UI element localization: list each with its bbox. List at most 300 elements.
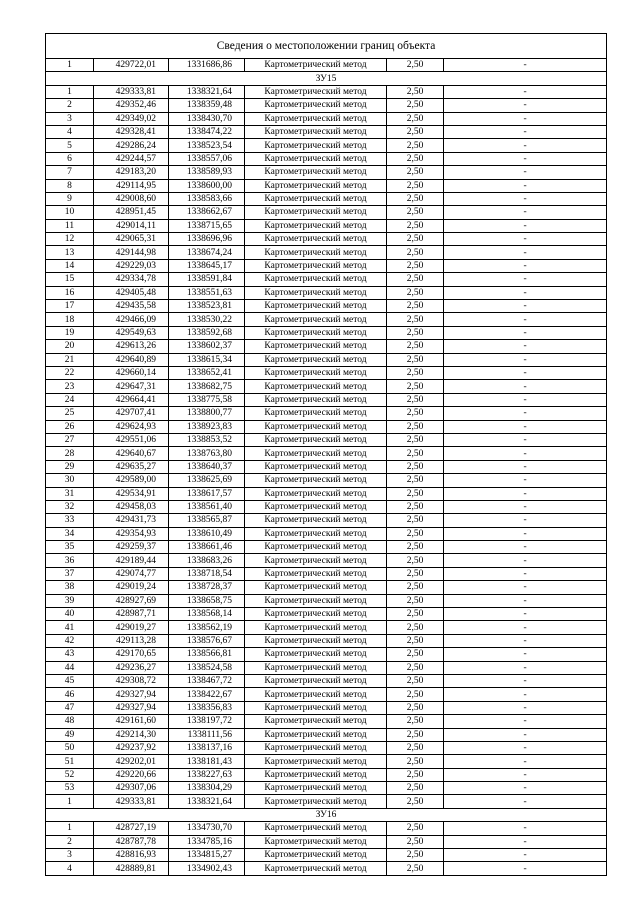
note: - xyxy=(444,768,607,781)
note: - xyxy=(444,701,607,714)
table-row xyxy=(46,259,607,272)
note: - xyxy=(444,112,607,125)
note: - xyxy=(444,286,607,299)
x-coordinate: 429327,94 xyxy=(94,701,169,714)
method: Картометрический метод xyxy=(245,326,387,339)
point-number: 8 xyxy=(46,179,94,192)
method: Картометрический метод xyxy=(245,85,387,98)
method: Картометрический метод xyxy=(245,447,387,460)
method: Картометрический метод xyxy=(245,139,387,152)
table-row xyxy=(46,433,607,446)
accuracy: 2,50 xyxy=(387,447,444,460)
y-coordinate: 1338617,57 xyxy=(169,487,245,500)
point-number: 28 xyxy=(46,447,94,460)
table-row xyxy=(46,166,607,179)
y-coordinate: 1338589,93 xyxy=(169,166,245,179)
note: - xyxy=(444,835,607,848)
table-row xyxy=(46,634,607,647)
x-coordinate: 429405,48 xyxy=(94,286,169,299)
accuracy: 2,50 xyxy=(387,125,444,138)
method: Картометрический метод xyxy=(245,768,387,781)
note: - xyxy=(444,581,607,594)
table-row xyxy=(46,581,607,594)
x-coordinate: 429008,60 xyxy=(94,192,169,205)
table-row xyxy=(46,728,607,741)
x-coordinate: 429019,27 xyxy=(94,621,169,634)
x-coordinate: 429647,31 xyxy=(94,380,169,393)
y-coordinate: 1338662,67 xyxy=(169,206,245,219)
table-row xyxy=(46,849,607,862)
point-number: 11 xyxy=(46,219,94,232)
note: - xyxy=(444,514,607,527)
table-row xyxy=(46,246,607,259)
accuracy: 2,50 xyxy=(387,273,444,286)
x-coordinate: 429551,06 xyxy=(94,433,169,446)
accuracy: 2,50 xyxy=(387,741,444,754)
x-coordinate: 429431,73 xyxy=(94,514,169,527)
point-number: 17 xyxy=(46,300,94,313)
accuracy: 2,50 xyxy=(387,407,444,420)
method: Картометрический метод xyxy=(245,420,387,433)
x-coordinate: 429202,01 xyxy=(94,755,169,768)
note: - xyxy=(444,567,607,580)
y-coordinate: 1338523,81 xyxy=(169,300,245,313)
point-number: 14 xyxy=(46,259,94,272)
accuracy: 2,50 xyxy=(387,514,444,527)
accuracy: 2,50 xyxy=(387,300,444,313)
point-number: 52 xyxy=(46,768,94,781)
point-number: 13 xyxy=(46,246,94,259)
accuracy: 2,50 xyxy=(387,728,444,741)
method: Картометрический метод xyxy=(245,621,387,634)
note: - xyxy=(444,139,607,152)
method: Картометрический метод xyxy=(245,259,387,272)
y-coordinate: 1338615,34 xyxy=(169,353,245,366)
table-row xyxy=(46,701,607,714)
accuracy: 2,50 xyxy=(387,795,444,808)
x-coordinate: 429640,67 xyxy=(94,447,169,460)
y-coordinate: 1338181,43 xyxy=(169,755,245,768)
y-coordinate: 1338763,80 xyxy=(169,447,245,460)
x-coordinate: 428987,71 xyxy=(94,608,169,621)
table-row xyxy=(46,99,607,112)
x-coordinate: 429722,01 xyxy=(94,59,169,72)
y-coordinate: 1338853,52 xyxy=(169,433,245,446)
method: Картометрический метод xyxy=(245,554,387,567)
x-coordinate: 429307,06 xyxy=(94,782,169,795)
y-coordinate: 1338523,54 xyxy=(169,139,245,152)
point-number: 31 xyxy=(46,487,94,500)
note: - xyxy=(444,85,607,98)
x-coordinate: 428787,78 xyxy=(94,835,169,848)
method: Картометрический метод xyxy=(245,99,387,112)
note: - xyxy=(444,125,607,138)
note: - xyxy=(444,487,607,500)
y-coordinate: 1338728,37 xyxy=(169,581,245,594)
y-coordinate: 1334902,43 xyxy=(169,862,245,875)
point-number: 29 xyxy=(46,460,94,473)
method: Картометрический метод xyxy=(245,206,387,219)
table-row xyxy=(46,594,607,607)
method: Картометрический метод xyxy=(245,300,387,313)
note: - xyxy=(444,554,607,567)
accuracy: 2,50 xyxy=(387,286,444,299)
method: Картометрический метод xyxy=(245,59,387,72)
point-number: 18 xyxy=(46,313,94,326)
x-coordinate: 429660,14 xyxy=(94,366,169,379)
method: Картометрический метод xyxy=(245,541,387,554)
point-number: 44 xyxy=(46,661,94,674)
note: - xyxy=(444,795,607,808)
y-coordinate: 1338800,77 xyxy=(169,407,245,420)
x-coordinate: 429237,92 xyxy=(94,741,169,754)
x-coordinate: 428927,69 xyxy=(94,594,169,607)
point-number: 35 xyxy=(46,541,94,554)
note: - xyxy=(444,393,607,406)
y-coordinate: 1338321,64 xyxy=(169,85,245,98)
table-title: Сведения о местоположении границ объекта xyxy=(46,34,607,59)
note: - xyxy=(444,849,607,862)
method: Картометрический метод xyxy=(245,594,387,607)
point-number: 32 xyxy=(46,500,94,513)
table-row xyxy=(46,661,607,674)
y-coordinate: 1338474,22 xyxy=(169,125,245,138)
method: Картометрический метод xyxy=(245,125,387,138)
table-row xyxy=(46,206,607,219)
accuracy: 2,50 xyxy=(387,353,444,366)
table-row xyxy=(46,862,607,875)
table-row xyxy=(46,567,607,580)
note: - xyxy=(444,715,607,728)
table-row xyxy=(46,59,607,72)
point-number: 2 xyxy=(46,835,94,848)
accuracy: 2,50 xyxy=(387,246,444,259)
accuracy: 2,50 xyxy=(387,393,444,406)
note: - xyxy=(444,152,607,165)
x-coordinate: 429236,27 xyxy=(94,661,169,674)
x-coordinate: 429534,91 xyxy=(94,487,169,500)
point-number: 1 xyxy=(46,795,94,808)
method: Картометрический метод xyxy=(245,835,387,848)
x-coordinate: 428889,81 xyxy=(94,862,169,875)
point-number: 42 xyxy=(46,634,94,647)
table-row xyxy=(46,514,607,527)
accuracy: 2,50 xyxy=(387,527,444,540)
table-row xyxy=(46,152,607,165)
accuracy: 2,50 xyxy=(387,634,444,647)
accuracy: 2,50 xyxy=(387,326,444,339)
note: - xyxy=(444,353,607,366)
x-coordinate: 429065,31 xyxy=(94,233,169,246)
y-coordinate: 1338356,83 xyxy=(169,701,245,714)
point-number: 51 xyxy=(46,755,94,768)
point-number: 3 xyxy=(46,849,94,862)
method: Картометрический метод xyxy=(245,393,387,406)
note: - xyxy=(444,594,607,607)
y-coordinate: 1338422,67 xyxy=(169,688,245,701)
y-coordinate: 1338600,00 xyxy=(169,179,245,192)
note: - xyxy=(444,474,607,487)
point-number: 2 xyxy=(46,99,94,112)
point-number: 22 xyxy=(46,366,94,379)
accuracy: 2,50 xyxy=(387,581,444,594)
y-coordinate: 1338775,58 xyxy=(169,393,245,406)
method: Картометрический метод xyxy=(245,286,387,299)
note: - xyxy=(444,782,607,795)
accuracy: 2,50 xyxy=(387,567,444,580)
table-row xyxy=(46,326,607,339)
note: - xyxy=(444,447,607,460)
accuracy: 2,50 xyxy=(387,594,444,607)
y-coordinate: 1334730,70 xyxy=(169,822,245,835)
note: - xyxy=(444,233,607,246)
x-coordinate: 429635,27 xyxy=(94,460,169,473)
point-number: 15 xyxy=(46,273,94,286)
x-coordinate: 429466,09 xyxy=(94,313,169,326)
note: - xyxy=(444,366,607,379)
note: - xyxy=(444,608,607,621)
y-coordinate: 1338576,67 xyxy=(169,634,245,647)
y-coordinate: 1338430,70 xyxy=(169,112,245,125)
x-coordinate: 429352,46 xyxy=(94,99,169,112)
y-coordinate: 1338674,24 xyxy=(169,246,245,259)
x-coordinate: 429214,30 xyxy=(94,728,169,741)
method: Картометрический метод xyxy=(245,648,387,661)
table-row xyxy=(46,648,607,661)
y-coordinate: 1338645,17 xyxy=(169,259,245,272)
method: Картометрический метод xyxy=(245,715,387,728)
note: - xyxy=(444,755,607,768)
accuracy: 2,50 xyxy=(387,112,444,125)
point-number: 38 xyxy=(46,581,94,594)
accuracy: 2,50 xyxy=(387,233,444,246)
x-coordinate: 429707,41 xyxy=(94,407,169,420)
section-row xyxy=(46,808,607,821)
point-number: 16 xyxy=(46,286,94,299)
point-number: 30 xyxy=(46,474,94,487)
x-coordinate: 429244,57 xyxy=(94,152,169,165)
note: - xyxy=(444,460,607,473)
note: - xyxy=(444,246,607,259)
table-row xyxy=(46,688,607,701)
point-number: 49 xyxy=(46,728,94,741)
y-coordinate: 1331686,86 xyxy=(169,59,245,72)
x-coordinate: 429664,41 xyxy=(94,393,169,406)
accuracy: 2,50 xyxy=(387,715,444,728)
note: - xyxy=(444,741,607,754)
note: - xyxy=(444,380,607,393)
point-number: 12 xyxy=(46,233,94,246)
accuracy: 2,50 xyxy=(387,862,444,875)
table-row xyxy=(46,474,607,487)
point-number: 23 xyxy=(46,380,94,393)
section-row xyxy=(46,72,607,85)
y-coordinate: 1338111,56 xyxy=(169,728,245,741)
table-row xyxy=(46,366,607,379)
y-coordinate: 1338661,46 xyxy=(169,541,245,554)
method: Картометрический метод xyxy=(245,567,387,580)
y-coordinate: 1338591,84 xyxy=(169,273,245,286)
x-coordinate: 429113,28 xyxy=(94,634,169,647)
y-coordinate: 1338602,37 xyxy=(169,340,245,353)
note: - xyxy=(444,259,607,272)
method: Картометрический метод xyxy=(245,460,387,473)
accuracy: 2,50 xyxy=(387,152,444,165)
accuracy: 2,50 xyxy=(387,366,444,379)
accuracy: 2,50 xyxy=(387,849,444,862)
x-coordinate: 429327,94 xyxy=(94,688,169,701)
accuracy: 2,50 xyxy=(387,621,444,634)
note: - xyxy=(444,822,607,835)
note: - xyxy=(444,300,607,313)
y-coordinate: 1338696,96 xyxy=(169,233,245,246)
table-row xyxy=(46,125,607,138)
method: Картометрический метод xyxy=(245,728,387,741)
method: Картометрический метод xyxy=(245,608,387,621)
y-coordinate: 1338652,41 xyxy=(169,366,245,379)
y-coordinate: 1338551,63 xyxy=(169,286,245,299)
method: Картометрический метод xyxy=(245,233,387,246)
x-coordinate: 429259,37 xyxy=(94,541,169,554)
accuracy: 2,50 xyxy=(387,99,444,112)
y-coordinate: 1338524,58 xyxy=(169,661,245,674)
note: - xyxy=(444,648,607,661)
method: Картометрический метод xyxy=(245,366,387,379)
point-number: 33 xyxy=(46,514,94,527)
note: - xyxy=(444,166,607,179)
method: Картометрический метод xyxy=(245,741,387,754)
y-coordinate: 1338640,37 xyxy=(169,460,245,473)
table-row xyxy=(46,313,607,326)
accuracy: 2,50 xyxy=(387,460,444,473)
accuracy: 2,50 xyxy=(387,474,444,487)
method: Картометрический метод xyxy=(245,353,387,366)
method: Картометрический метод xyxy=(245,313,387,326)
table-row xyxy=(46,139,607,152)
point-number: 53 xyxy=(46,782,94,795)
method: Картометрический метод xyxy=(245,795,387,808)
x-coordinate: 429286,24 xyxy=(94,139,169,152)
method: Картометрический метод xyxy=(245,674,387,687)
point-number: 6 xyxy=(46,152,94,165)
point-number: 47 xyxy=(46,701,94,714)
y-coordinate: 1338923,83 xyxy=(169,420,245,433)
note: - xyxy=(444,621,607,634)
y-coordinate: 1338625,69 xyxy=(169,474,245,487)
accuracy: 2,50 xyxy=(387,688,444,701)
boundary-table xyxy=(45,33,607,876)
x-coordinate: 429183,20 xyxy=(94,166,169,179)
table-row xyxy=(46,393,607,406)
method: Картометрический метод xyxy=(245,634,387,647)
table-row xyxy=(46,219,607,232)
table-row xyxy=(46,420,607,433)
x-coordinate: 429354,93 xyxy=(94,527,169,540)
point-number: 43 xyxy=(46,648,94,661)
point-number: 5 xyxy=(46,139,94,152)
x-coordinate: 429189,44 xyxy=(94,554,169,567)
note: - xyxy=(444,433,607,446)
method: Картометрический метод xyxy=(245,487,387,500)
x-coordinate: 429170,65 xyxy=(94,648,169,661)
point-number: 41 xyxy=(46,621,94,634)
method: Картометрический метод xyxy=(245,474,387,487)
table-body xyxy=(46,34,607,876)
point-number: 40 xyxy=(46,608,94,621)
method: Картометрический метод xyxy=(245,822,387,835)
x-coordinate: 429328,41 xyxy=(94,125,169,138)
point-number: 36 xyxy=(46,554,94,567)
accuracy: 2,50 xyxy=(387,420,444,433)
note: - xyxy=(444,420,607,433)
x-coordinate: 429074,77 xyxy=(94,567,169,580)
table-row xyxy=(46,500,607,513)
method: Картометрический метод xyxy=(245,112,387,125)
accuracy: 2,50 xyxy=(387,313,444,326)
y-coordinate: 1338566,81 xyxy=(169,648,245,661)
method: Картометрический метод xyxy=(245,661,387,674)
point-number: 3 xyxy=(46,112,94,125)
x-coordinate: 429220,66 xyxy=(94,768,169,781)
method: Картометрический метод xyxy=(245,152,387,165)
y-coordinate: 1338565,87 xyxy=(169,514,245,527)
method: Картометрический метод xyxy=(245,380,387,393)
table-row xyxy=(46,340,607,353)
table-row xyxy=(46,112,607,125)
note: - xyxy=(444,340,607,353)
x-coordinate: 429349,02 xyxy=(94,112,169,125)
method: Картометрический метод xyxy=(245,433,387,446)
accuracy: 2,50 xyxy=(387,219,444,232)
accuracy: 2,50 xyxy=(387,554,444,567)
x-coordinate: 429334,78 xyxy=(94,273,169,286)
point-number: 27 xyxy=(46,433,94,446)
y-coordinate: 1338137,16 xyxy=(169,741,245,754)
method: Картометрический метод xyxy=(245,849,387,862)
accuracy: 2,50 xyxy=(387,674,444,687)
table-row xyxy=(46,715,607,728)
method: Картометрический метод xyxy=(245,246,387,259)
method: Картометрический метод xyxy=(245,782,387,795)
point-number: 46 xyxy=(46,688,94,701)
table-row xyxy=(46,460,607,473)
method: Картометрический метод xyxy=(245,581,387,594)
point-number: 7 xyxy=(46,166,94,179)
method: Картометрический метод xyxy=(245,179,387,192)
y-coordinate: 1338530,22 xyxy=(169,313,245,326)
table-row xyxy=(46,768,607,781)
note: - xyxy=(444,273,607,286)
accuracy: 2,50 xyxy=(387,648,444,661)
table-header-row xyxy=(46,34,607,59)
point-number: 1 xyxy=(46,59,94,72)
table-row xyxy=(46,621,607,634)
x-coordinate: 429161,60 xyxy=(94,715,169,728)
method: Картометрический метод xyxy=(245,755,387,768)
point-number: 45 xyxy=(46,674,94,687)
x-coordinate: 429624,93 xyxy=(94,420,169,433)
note: - xyxy=(444,59,607,72)
x-coordinate: 429144,98 xyxy=(94,246,169,259)
method: Картометрический метод xyxy=(245,166,387,179)
accuracy: 2,50 xyxy=(387,340,444,353)
accuracy: 2,50 xyxy=(387,192,444,205)
accuracy: 2,50 xyxy=(387,179,444,192)
y-coordinate: 1338715,65 xyxy=(169,219,245,232)
method: Картометрический метод xyxy=(245,688,387,701)
table-row xyxy=(46,300,607,313)
table-row xyxy=(46,541,607,554)
